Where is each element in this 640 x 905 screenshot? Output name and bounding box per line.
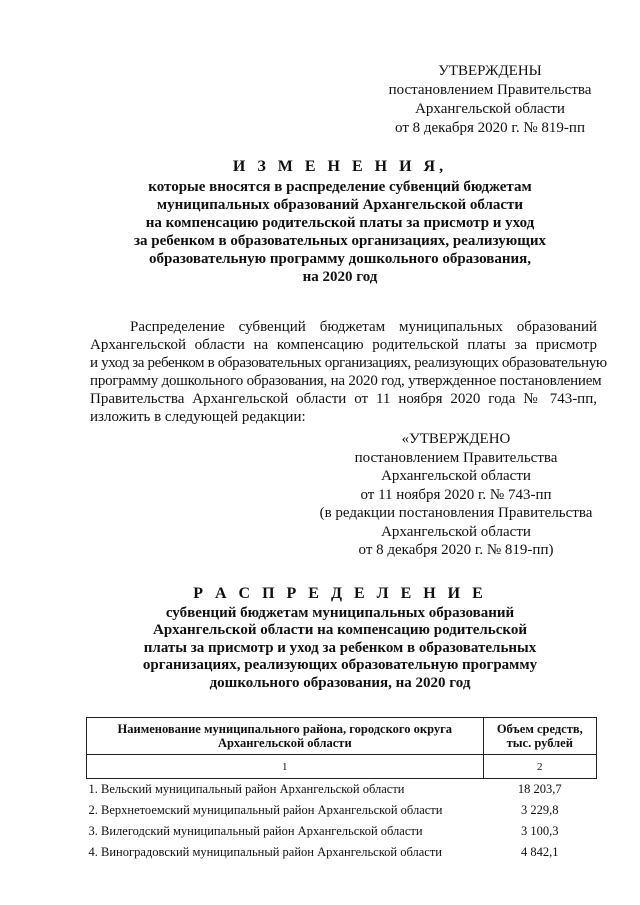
changes-subtitle-line: за ребенком в образовательных организациях, реализующих (134, 233, 546, 249)
amount-value: 4 842,1 (521, 845, 559, 859)
municipality-column-header: Наименование муниципального района, городского округа Архангельской области (87, 718, 484, 755)
changes-subtitle-line: образовательную программу дошкольного образования, (148, 251, 531, 267)
distribution-subtitle-line: организациях, реализующих образовательную программу (142, 657, 538, 673)
distribution-heading: Р А С П Р Е Д Е Л Е Н И Е (193, 585, 487, 602)
inner-approval-line: (в редакции постановления Правительства (319, 505, 593, 521)
approval-line: постановлением Правительства (388, 82, 592, 98)
inner-approval-line: от 11 ноября 2020 г. № 743-пп (360, 486, 552, 503)
distribution-subtitle-line: Архангельской области на компенсацию родительской (152, 622, 527, 638)
table-index-row (87, 755, 597, 779)
header-approval-stamp (380, 62, 600, 138)
municipality-name: 4. Виноградовский муниципальный район Архангельской области (88, 845, 442, 859)
table-row (87, 779, 597, 801)
table-row (87, 800, 597, 821)
column-index: 1 (87, 755, 484, 779)
paragraph-line: и уход за ребенком в образовательных организациях, реализующих образовательную (90, 355, 607, 371)
inner-approval-line: Архангельской области (381, 523, 531, 540)
inner-approval-line: Архангельской области (381, 468, 531, 484)
amount-value: 18 203,7 (517, 782, 562, 796)
changes-title (60, 158, 620, 286)
amount-column-header: Объем средств, тыс. рублей (483, 718, 596, 755)
distribution-subtitle-line: субвенций бюджетам муниципальных образований (165, 604, 515, 621)
paragraph-line: Правительства Архангельской области от 11 ноября 2020 года № 743-пп, (90, 391, 597, 407)
amount-value: 3 100,3 (521, 824, 559, 838)
distribution-title (100, 585, 580, 692)
changes-heading: И З М Е Н Е Н И Я, (232, 158, 448, 175)
inner-approval-line: «УТВЕРЖДЕНО (401, 431, 511, 447)
body-paragraph (90, 318, 607, 426)
table-row (87, 821, 597, 842)
municipality-name: 3. Вилегодский муниципальный район Архангельской области (88, 824, 423, 838)
changes-subtitle-line: которые вносятся в распределение субвенций бюджетам (148, 179, 532, 195)
paragraph-line: Архангельской области на компенсацию родительской платы за присмотр (90, 337, 597, 353)
paragraph-line: изложить в следующей редакции: (90, 409, 306, 425)
municipality-name: 2. Верхнетоемский муниципальный район Архангельской области (88, 803, 443, 817)
distribution-subtitle-line: платы за присмотр и уход за ребенком в образовательных (143, 639, 537, 656)
inner-approval-stamp (316, 430, 596, 560)
column-index: 2 (483, 755, 596, 779)
table-header-row (87, 718, 597, 755)
approval-line: Архангельской области (415, 101, 565, 117)
amount-value: 3 229,8 (521, 803, 559, 817)
approval-date: от 8 декабря 2020 г. № 819-пп (395, 120, 585, 136)
paragraph-line: программу дошкольного образования, на 2020 год, утвержденное постановлением (90, 373, 602, 389)
approval-title: УТВЕРЖДЕНЫ (438, 63, 542, 79)
paragraph-line: Распределение субвенций бюджетам муниципальных образований (130, 319, 597, 335)
changes-subtitle-line: на 2020 год (302, 269, 378, 285)
changes-subtitle-line: муниципальных образований Архангельской области (156, 197, 524, 213)
distribution-table (86, 717, 597, 863)
inner-approval-line: постановлением Правительства (354, 449, 558, 466)
inner-approval-line: от 8 декабря 2020 г. № 819-пп) (358, 542, 554, 558)
table-row (87, 842, 597, 863)
changes-subtitle-line: на компенсацию родительской платы за присмотр и уход (145, 215, 535, 231)
municipality-name: 1. Вельский муниципальный район Архангельской области (88, 782, 405, 796)
distribution-subtitle-line: дошкольного образования, на 2020 год (209, 674, 471, 691)
